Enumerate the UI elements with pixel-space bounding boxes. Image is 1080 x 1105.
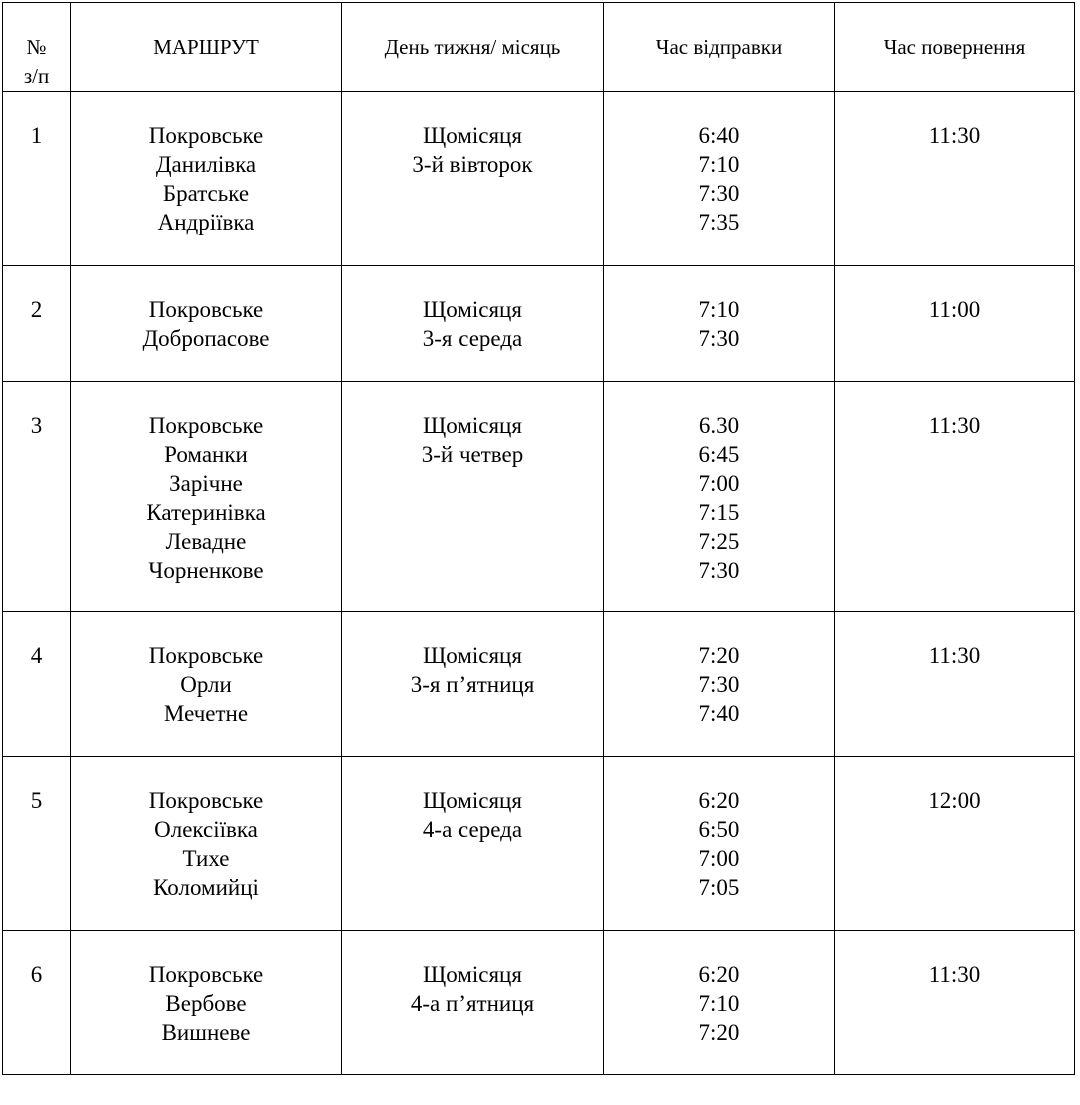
departure-time: 7:10 (698, 152, 740, 177)
departure-time: 7:15 (698, 500, 740, 525)
departure-time: 6.30 (698, 413, 740, 438)
departure-time: 7:30 (698, 181, 740, 206)
table-row (3, 757, 1075, 931)
route-stop: Покровське (148, 297, 264, 322)
departure-time: 7:40 (698, 701, 740, 726)
route-stops (71, 266, 342, 382)
departure-time: 6:20 (698, 788, 740, 813)
row-number: 4 (3, 612, 71, 757)
header-day: День тижня/ місяць (342, 3, 604, 92)
weekday: 4-а п’ятниця (410, 991, 535, 1016)
departure-times (604, 757, 835, 931)
route-stop: Братське (162, 181, 250, 206)
route-stop: Вербове (165, 991, 247, 1016)
header-number-abbrev: з/п (23, 64, 50, 88)
route-day (342, 382, 604, 612)
departure-time: 7:30 (698, 558, 740, 583)
departure-time: 7:10 (698, 297, 740, 322)
departure-time: 6:50 (698, 817, 740, 842)
route-stop: Добропасове (142, 326, 270, 351)
frequency: Щомісяця (423, 788, 522, 813)
departure-time: 7:25 (698, 529, 740, 554)
route-stops (71, 612, 342, 757)
frequency: Щомісяця (423, 123, 522, 148)
departure-time: 7:00 (698, 471, 740, 496)
route-stop: Данилівка (155, 152, 257, 177)
header-return: Час повернення (835, 3, 1075, 92)
table-row (3, 382, 1075, 612)
route-stop: Коломийці (153, 875, 259, 900)
frequency: Щомісяця (423, 413, 522, 438)
departure-time: 7:00 (698, 846, 740, 871)
frequency: Щомісяця (423, 643, 522, 668)
route-day (342, 266, 604, 382)
route-stop: Орли (180, 672, 232, 697)
return-time: 11:30 (835, 612, 1075, 757)
route-stops (71, 757, 342, 931)
departure-time: 7:10 (698, 991, 740, 1016)
return-time: 11:30 (835, 931, 1075, 1075)
departure-time: 7:20 (698, 1020, 740, 1045)
route-stop: Романки (164, 442, 248, 467)
return-time: 12:00 (835, 757, 1075, 931)
departure-time: 7:30 (698, 326, 740, 351)
route-schedule-table (2, 2, 1075, 1075)
row-number: 1 (3, 92, 71, 266)
return-time: 11:30 (835, 92, 1075, 266)
weekday: 3-й вівторок (412, 152, 533, 177)
departure-time: 7:35 (698, 210, 740, 235)
route-stop: Мечетне (163, 701, 249, 726)
route-stops (71, 92, 342, 266)
header-number (3, 3, 71, 92)
header-departure: Час відправки (604, 3, 835, 92)
route-stop: Покровське (148, 788, 264, 813)
departure-time: 7:05 (698, 875, 740, 900)
frequency: Щомісяця (423, 962, 522, 987)
route-stops (71, 931, 342, 1075)
weekday: 3-я середа (422, 326, 523, 351)
route-stop: Олексіївка (154, 817, 258, 842)
departure-time: 6:40 (698, 123, 740, 148)
route-stop: Покровське (148, 962, 264, 987)
departure-times (604, 92, 835, 266)
weekday: 4-а середа (422, 817, 523, 842)
table-row (3, 92, 1075, 266)
departure-times (604, 612, 835, 757)
route-day (342, 757, 604, 931)
weekday: 3-я п’ятниця (410, 672, 535, 697)
header-row (3, 3, 1075, 92)
row-number: 2 (3, 266, 71, 382)
route-stop: Вишневе (161, 1020, 251, 1045)
return-time: 11:30 (835, 382, 1075, 612)
route-day (342, 92, 604, 266)
route-stop: Покровське (148, 643, 264, 668)
row-number: 5 (3, 757, 71, 931)
weekday: 3-й четвер (421, 442, 524, 467)
return-time: 11:00 (835, 266, 1075, 382)
departure-times (604, 382, 835, 612)
route-day (342, 931, 604, 1075)
header-route: МАРШРУТ (71, 3, 342, 92)
departure-time: 6:20 (698, 962, 740, 987)
route-stop: Зарічне (169, 471, 243, 496)
departure-times (604, 266, 835, 382)
route-stop: Тихе (182, 846, 230, 871)
route-stop: Покровське (148, 413, 264, 438)
departure-time: 7:30 (698, 672, 740, 697)
route-stop: Левадне (165, 529, 247, 554)
route-stop: Катеринівка (146, 500, 266, 525)
route-stop: Андріївка (157, 210, 255, 235)
departure-times (604, 931, 835, 1075)
route-stop: Чорненкове (148, 558, 264, 583)
header-number-symbol: № (26, 35, 47, 59)
row-number: 3 (3, 382, 71, 612)
row-number: 6 (3, 931, 71, 1075)
table-row (3, 612, 1075, 757)
route-stop: Покровське (148, 123, 264, 148)
route-day (342, 612, 604, 757)
departure-time: 6:45 (698, 442, 740, 467)
departure-time: 7:20 (698, 643, 740, 668)
table-row (3, 931, 1075, 1075)
table-row (3, 266, 1075, 382)
route-stops (71, 382, 342, 612)
frequency: Щомісяця (423, 297, 522, 322)
